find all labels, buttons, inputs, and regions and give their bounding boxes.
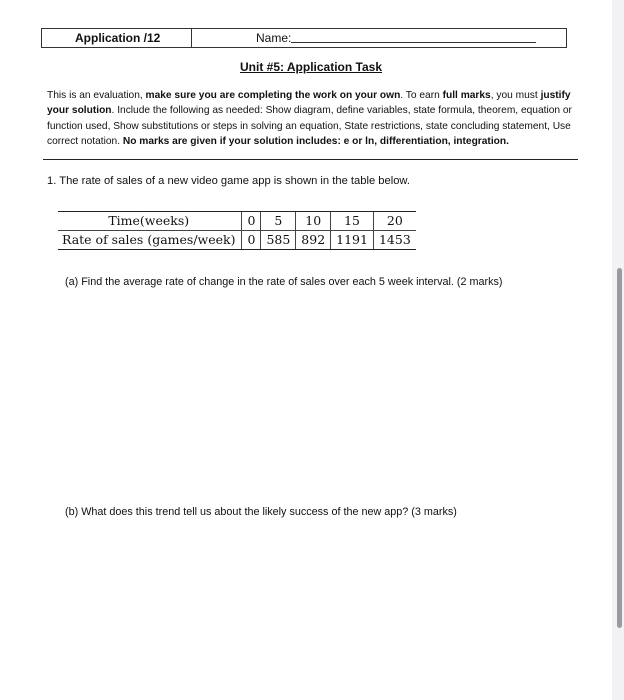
instructions-paragraph — [47, 88, 579, 150]
question-part-a: (a) Find the average rate of change in the rate of sales over each 5 week interval. (2 marks) — [65, 276, 503, 288]
name-line — [291, 42, 536, 43]
table-row-label: Time(weeks) — [58, 212, 242, 231]
instructions-emphasis: No marks are given if your solution includes: e or ln, differentiation, integration. — [122, 136, 509, 148]
table-row-label: Rate of sales (games/week) — [58, 231, 242, 250]
instructions-text: . Include the following as needed: Show diagram, define variables, state formula, theorem, equation or function used, Show substitutions or steps in solving an equation, State restrictions, state concluding statement, Use correct notation. — [47, 105, 572, 148]
table-cell: 1191 — [331, 231, 374, 250]
question-1: 1. The rate of sales of a new video game app is shown in the table below. — [47, 175, 410, 187]
header-box — [41, 28, 567, 48]
table-cell: 585 — [261, 231, 296, 250]
table-cell: 20 — [373, 212, 415, 231]
table-cell: 0 — [242, 212, 261, 231]
application-score-label: Application /12 — [42, 29, 192, 47]
instructions-text: This is an evaluation, — [47, 90, 146, 101]
table-cell: 0 — [242, 231, 261, 250]
name-field — [192, 29, 566, 47]
divider — [43, 159, 578, 160]
instructions-text: , you must — [490, 90, 541, 101]
instructions-emphasis: justify your solution — [47, 90, 571, 117]
name-label: Name: — [256, 31, 292, 45]
table-row — [58, 231, 416, 250]
table-cell: 10 — [296, 212, 331, 231]
scrollbar[interactable] — [617, 268, 622, 628]
table-cell: 1453 — [373, 231, 415, 250]
instructions-emphasis: full marks — [442, 90, 491, 101]
table-cell: 892 — [296, 231, 331, 250]
table-cell: 5 — [261, 212, 296, 231]
table-row — [58, 212, 416, 231]
page-title: Unit #5: Application Task — [239, 60, 383, 74]
table-cell: 15 — [331, 212, 374, 231]
instructions-emphasis: make sure you are completing the work on your own — [145, 90, 401, 101]
sales-table — [58, 211, 416, 250]
instructions-text: . To earn — [400, 90, 443, 101]
question-part-b: (b) What does this trend tell us about the likely success of the new app? (3 marks) — [65, 506, 457, 518]
